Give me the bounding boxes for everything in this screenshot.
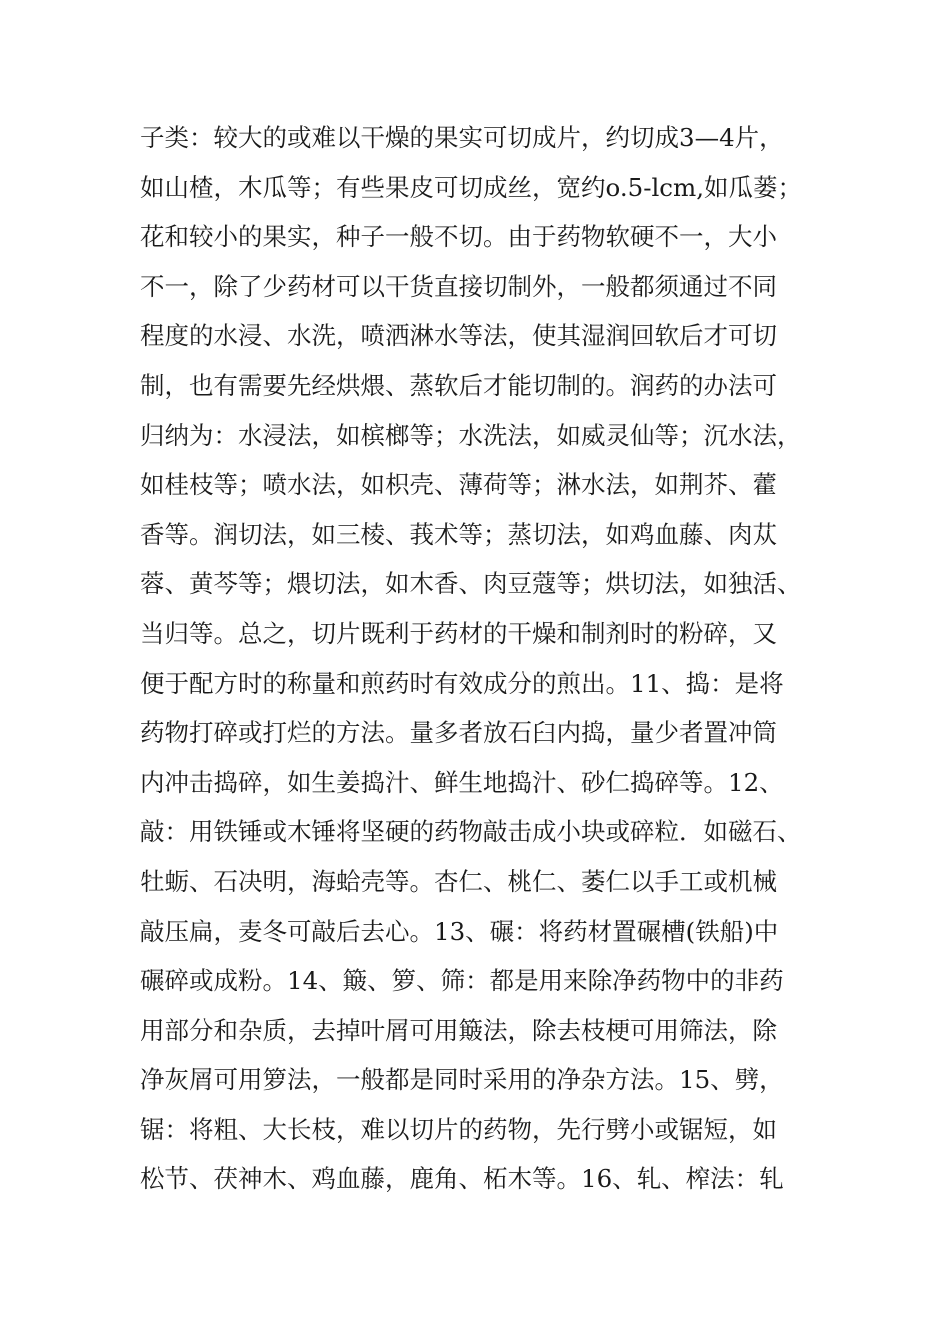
- text-line: 碾碎或成粉。14、簸、箩、筛：都是用来除净药物中的非药: [140, 966, 784, 996]
- text-line: 归纳为：水浸法，如槟榔等；水洗法，如威灵仙等；沉水法，: [140, 420, 802, 450]
- text-line: 药物打碎或打烂的方法。量多者放石臼内捣，量少者置冲筒: [140, 718, 777, 748]
- text-line: 如桂枝等；喷水法，如枳壳、薄荷等；淋水法，如荆芥、藿: [140, 470, 777, 500]
- text-line: 如山楂，木瓜等；有些果皮可切成丝，宽约o.5-lcm,如瓜蒌；: [140, 172, 803, 202]
- text-line: 敲：用铁锤或木锤将坚硬的药物敲击成小块或碎粒．如磁石、: [140, 817, 802, 847]
- text-line: 不一，除了少药材可以干货直接切制外，一般都须通过不同: [140, 271, 777, 301]
- text-line: 蓉、黄芩等；煨切法，如木香、肉豆蔻等；烘切法，如独活、: [140, 569, 802, 599]
- text-line: 净灰屑可用箩法，一般都是同时采用的净杂方法。15、劈，: [140, 1065, 784, 1095]
- text-line: 用部分和杂质，去掉叶屑可用簸法，除去枝梗可用筛法，除: [140, 1015, 777, 1045]
- body-text: [140, 113, 830, 1204]
- text-line: 内冲击捣碎，如生姜捣汁、鲜生地捣汁、砂仁捣碎等。12、: [140, 767, 784, 797]
- text-line: 便于配方时的称量和煎药时有效成分的煎出。11、捣：是将: [140, 668, 784, 698]
- text-line: 制，也有需要先经烘煨、蒸软后才能切制的。润药的办法可: [140, 370, 777, 400]
- text-line: 当归等。总之，切片既利于药材的干燥和制剂时的粉碎，又: [140, 618, 777, 648]
- text-line: 花和较小的果实，种子一般不切。由于药物软硬不一，大小: [140, 222, 777, 252]
- text-line: 牡蛎、石决明，海蛤壳等。杏仁、桃仁、萎仁以手工或机械: [140, 866, 777, 896]
- text-line: 松节、茯神木、鸡血藤，鹿角、柘木等。16、轧、榨法：轧: [140, 1164, 784, 1194]
- text-line: 子类：较大的或难以干燥的果实可切成片，约切成3—4片，: [140, 123, 784, 152]
- text-line: 敲压扁，麦冬可敲后去心。13、碾：将药材置碾槽(铁船)中: [140, 916, 779, 946]
- text-line: 锯：将粗、大长枝，难以切片的药物，先行劈小或锯短，如: [140, 1114, 777, 1144]
- text-line: 程度的水浸、水洗，喷洒淋水等法，使其湿润回软后才可切: [140, 321, 777, 351]
- text-line: 香等。润切法，如三棱、莪术等；蒸切法，如鸡血藤、肉苁: [140, 519, 777, 549]
